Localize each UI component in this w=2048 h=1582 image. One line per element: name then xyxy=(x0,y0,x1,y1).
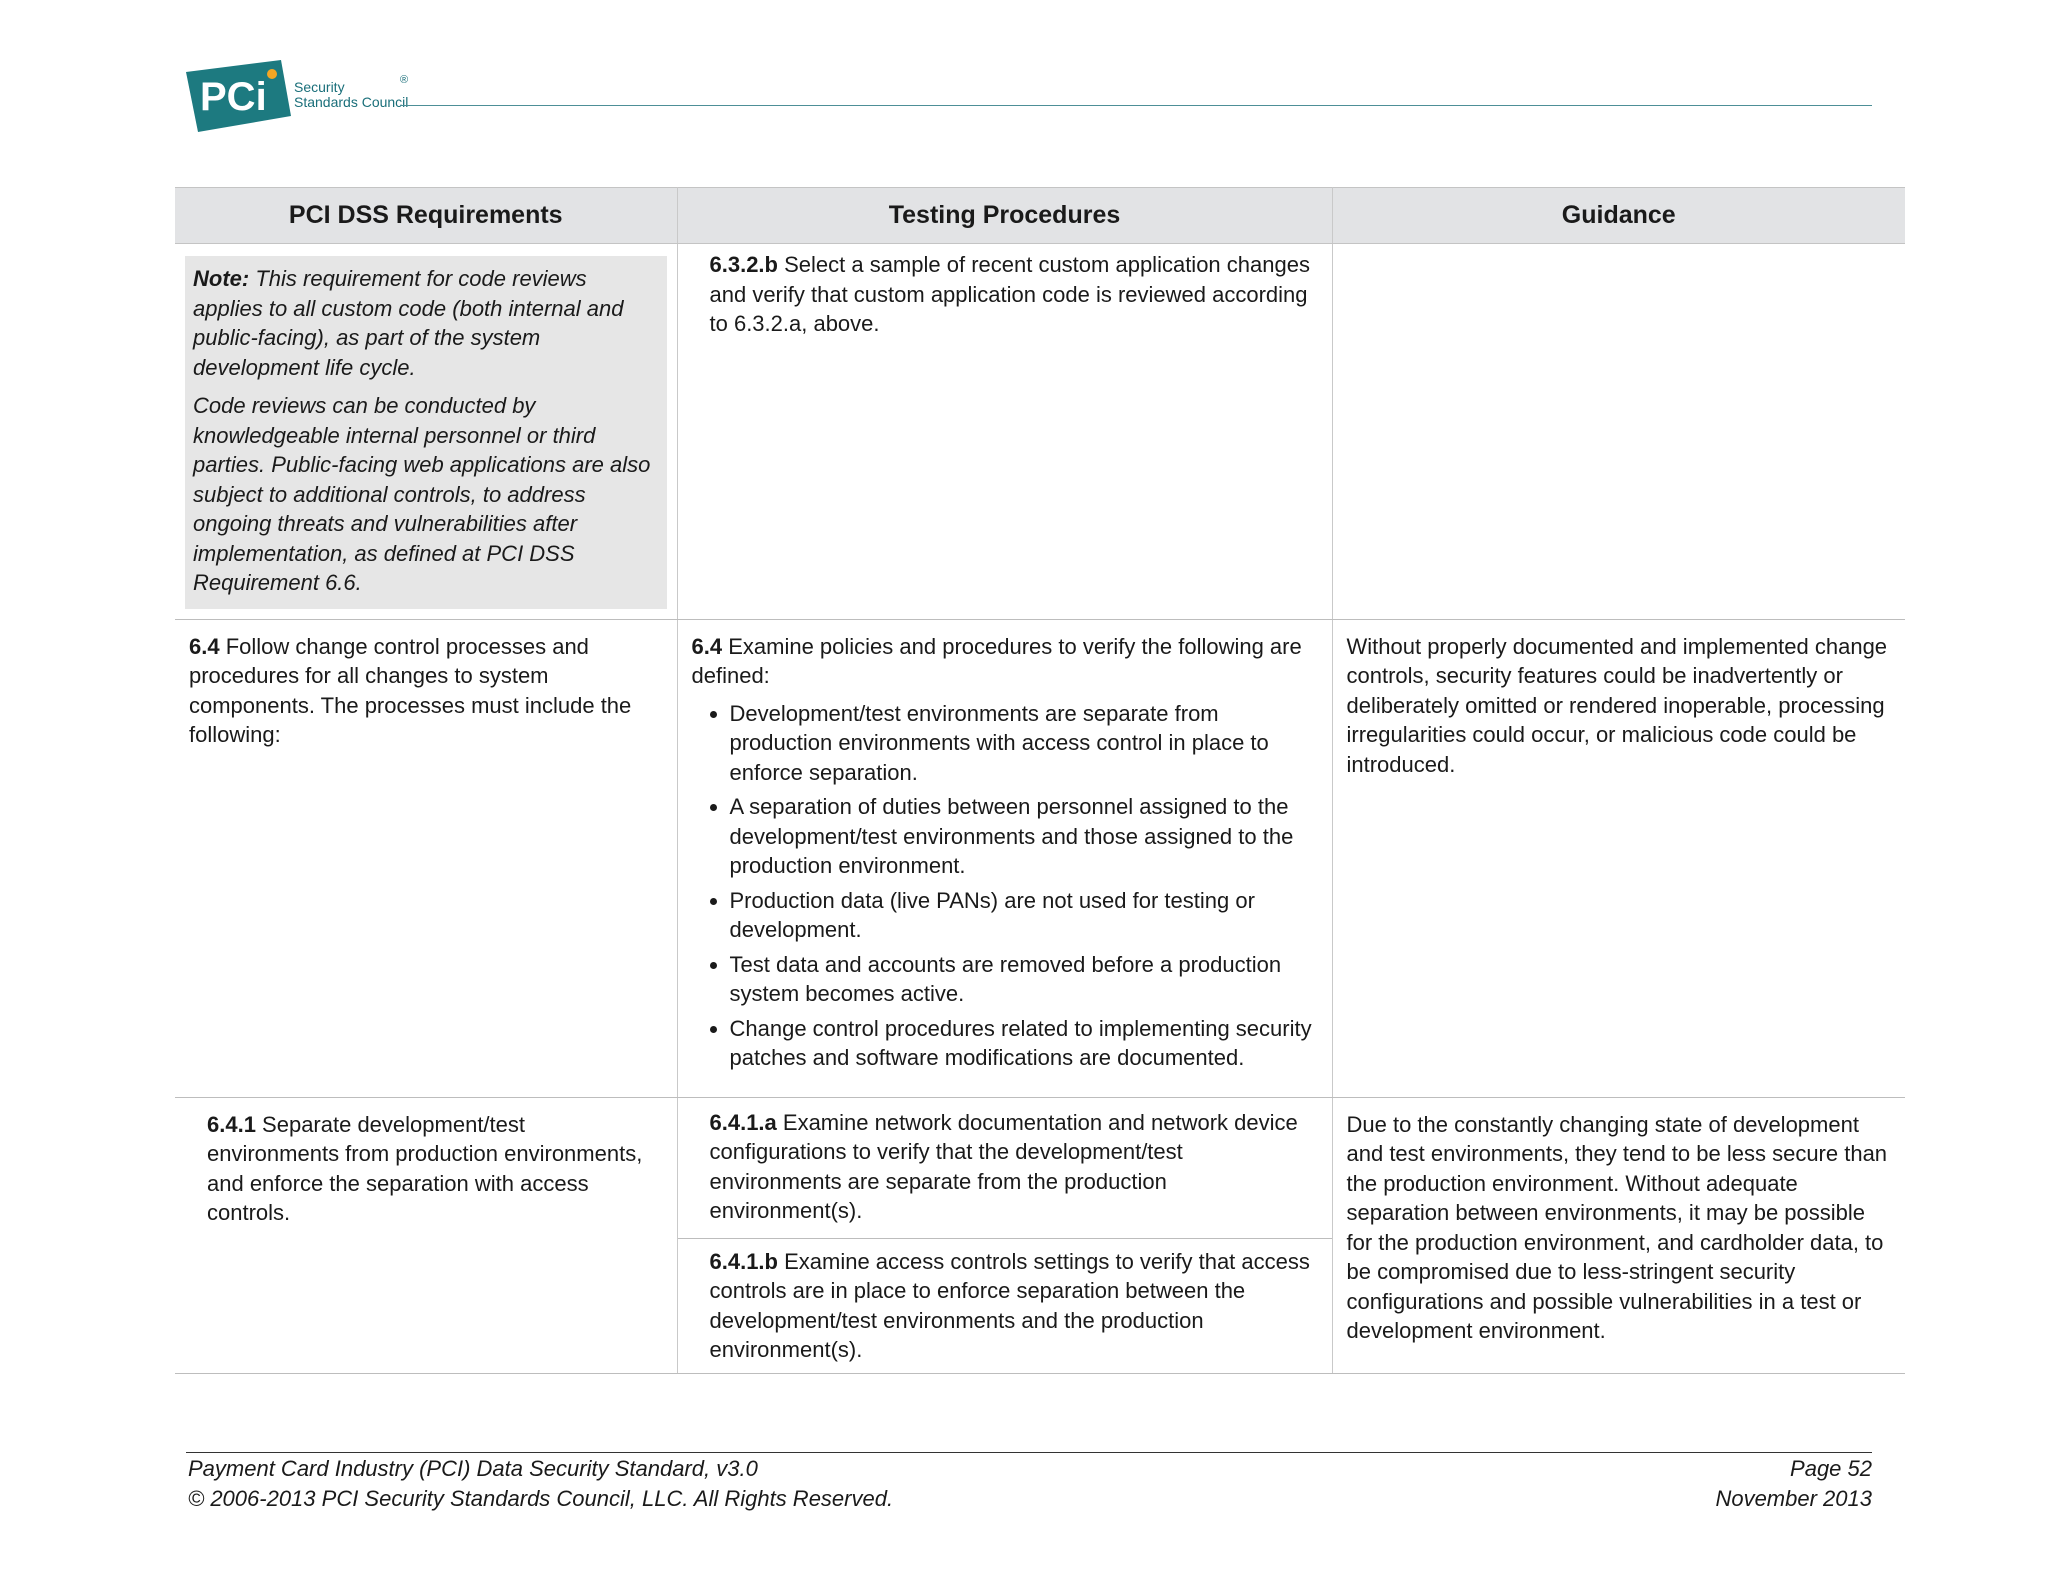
logo-mark-text: PCi xyxy=(200,75,267,119)
logo-wordmark xyxy=(294,80,408,110)
note-label: Note: xyxy=(193,266,250,291)
list-item: • Change control procedures related to implementing security patches and software modifications are documented. xyxy=(730,1014,1318,1073)
testing-cell xyxy=(677,244,1332,620)
table-row xyxy=(175,244,1905,620)
footer-left xyxy=(188,1454,893,1514)
test-ref: 6.4 xyxy=(691,633,723,659)
table-header-row xyxy=(175,188,1905,244)
test-bullet-list xyxy=(692,699,1318,1073)
footer-rule xyxy=(186,1452,1872,1453)
test-text: Examine network documentation and network device configurations to verify that the development/test environments are separate from the production environment(s). xyxy=(709,1109,1298,1223)
req-text: Follow change control processes and procedures for all changes to system components. The processes must include the following: xyxy=(189,633,632,747)
req-text: Separate development/test environments from production environments, and enforce the separation with access controls. xyxy=(207,1111,643,1225)
test-ref: 6.4.1.a xyxy=(709,1109,777,1135)
test-text: Select a sample of recent custom application changes and verify that custom application code is reviewed according to 6.3.2.a, above. xyxy=(709,252,1310,336)
requirement-cell xyxy=(175,244,677,620)
note-paragraph-1 xyxy=(193,264,659,382)
test-ref: 6.4.1.b xyxy=(709,1248,778,1274)
code-review-note xyxy=(185,256,667,609)
table-row xyxy=(175,619,1905,1097)
testing-subcell-a xyxy=(678,1098,1332,1239)
logo-wordmark-line2: Standards Council xyxy=(294,94,409,110)
requirements-table xyxy=(175,187,1905,1374)
testing-cell xyxy=(677,619,1332,1097)
logo-wordmark-line1: Security xyxy=(294,79,345,95)
guidance-cell: Due to the constantly changing state of development and test environments, they tend to be less secure than the production environment. Without adequate separation between environments, it may be possible for the production environment, and cardholder data, to be compromised due to less-stringent security configurations and possible vulnerabilities in a test or development environment. xyxy=(1332,1097,1905,1373)
guidance-cell xyxy=(1332,244,1905,620)
header-testing-procedures: Testing Procedures xyxy=(677,188,1332,244)
list-item: • Development/test environments are separate from production environments with access control in place to enforce separation. xyxy=(730,699,1318,788)
list-item: • Test data and accounts are removed before a production system becomes active. xyxy=(730,950,1318,1009)
guidance-cell: Without properly documented and implemented change controls, security features could be inadvertently or deliberately omitted or rendered inoperable, processing irregularities could occur, or malicious code could be introduced. xyxy=(1332,619,1905,1097)
test-text: Examine policies and procedures to verify the following are defined: xyxy=(691,633,1302,688)
requirement-cell xyxy=(175,1097,677,1373)
footer-date: November 2013 xyxy=(1715,1486,1872,1511)
test-text: Examine access controls settings to verify that access controls are in place to enforce separation between the development/test environments and the production environment(s). xyxy=(709,1248,1310,1362)
testing-subcell-b xyxy=(678,1239,1332,1373)
test-ref: 6.3.2.b xyxy=(709,252,778,277)
header-requirements: PCI DSS Requirements xyxy=(175,188,677,244)
header-rule xyxy=(400,105,1872,106)
list-item: • A separation of duties between personnel assigned to the development/test environments and those assigned to the production environment. xyxy=(730,792,1318,881)
header-guidance: Guidance xyxy=(1332,188,1905,244)
table-row xyxy=(175,1097,1905,1373)
footer-copyright: © 2006-2013 PCI Security Standards Council, LLC. All Rights Reserved. xyxy=(188,1486,894,1511)
note-text-1: This requirement for code reviews applies to all custom code (both internal and public-facing), as part of the system development life cycle. xyxy=(193,266,624,380)
req-ref: 6.4.1 xyxy=(207,1111,256,1137)
footer-document-title: Payment Card Industry (PCI) Data Security Standard, v3.0 xyxy=(188,1456,758,1481)
req-ref: 6.4 xyxy=(189,633,220,659)
registered-mark: ® xyxy=(400,74,409,86)
footer-right xyxy=(1715,1454,1872,1514)
testing-cell xyxy=(677,1097,1332,1373)
footer-page-number: Page 52 xyxy=(1790,1456,1872,1481)
note-paragraph-2: Code reviews can be conducted by knowledgeable internal personnel or third parties. Public-facing web applications are also subject to additional controls, to address ongoing threats and vulnerabilities after implementation, as defined at PCI DSS Requirement 6.6. xyxy=(193,393,651,595)
list-item: • Production data (live PANs) are not used for testing or development. xyxy=(730,886,1318,945)
pci-logo xyxy=(186,60,426,132)
requirement-cell xyxy=(175,619,677,1097)
pci-logo-mark-icon xyxy=(186,60,291,132)
